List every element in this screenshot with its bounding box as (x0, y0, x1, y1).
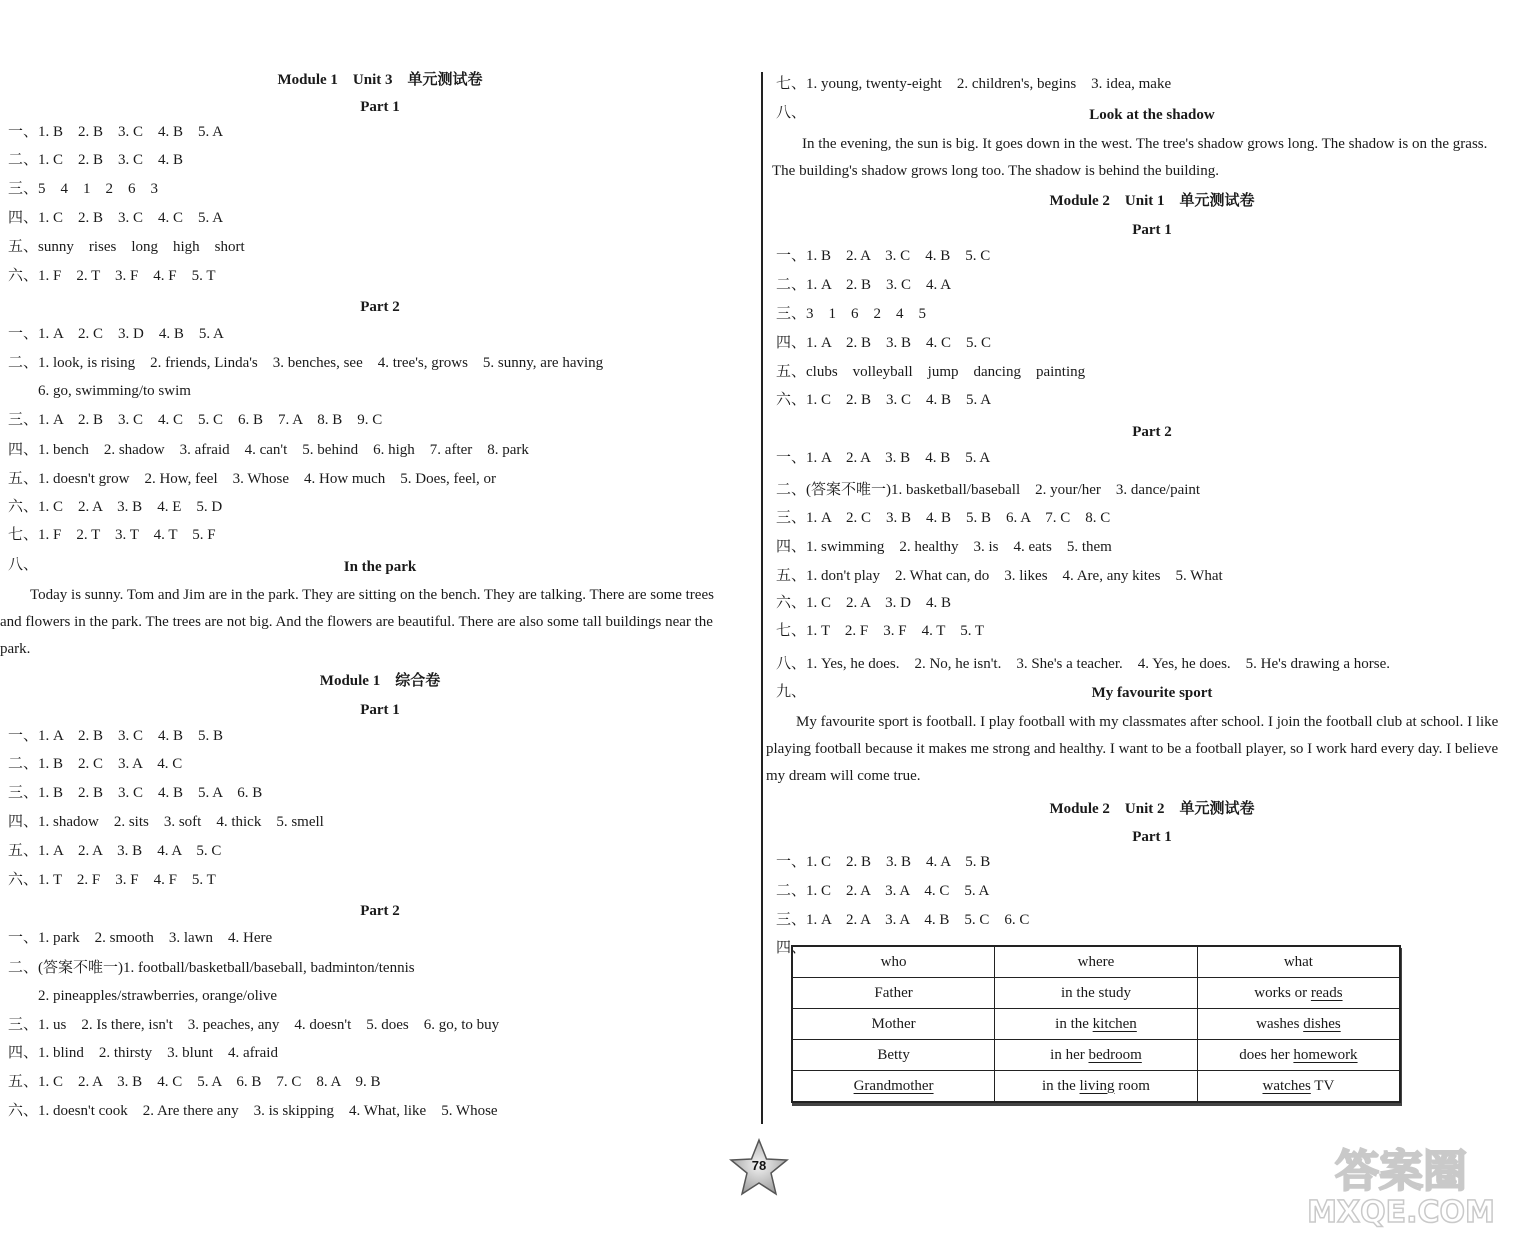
answer-line: 六、1. C 2. B 3. C 4. B 5. A (776, 392, 992, 408)
cell-answer: watches (1262, 1077, 1311, 1094)
answer-line: 六、1. C 2. A 3. B 4. E 5. D (8, 499, 223, 515)
cell-who: Father (792, 978, 995, 1009)
section-title: Module 1 Unit 3 单元测试卷 (277, 72, 483, 88)
part-heading: Part 1 (360, 99, 400, 115)
part-heading: Part 2 (360, 903, 400, 919)
cell-answer: reads (1310, 984, 1343, 1001)
page-number: 78 (751, 1158, 767, 1173)
cell-text: washes (1256, 1015, 1304, 1032)
answer-line: 四、1. shadow 2. sits 3. soft 4. thick 5. smell (8, 814, 324, 830)
cell-answer: dishes (1303, 1015, 1341, 1032)
answer-line: 2. pineapples/strawberries, orange/olive (8, 988, 278, 1004)
answer-line: 三、5 4 1 2 6 3 (8, 181, 159, 197)
answer-table (791, 945, 1401, 1103)
answer-line: 六、1. T 2. F 3. F 4. F 5. T (8, 872, 216, 888)
cell-text: room (1114, 1077, 1150, 1094)
cell-text: in the (1055, 1015, 1093, 1032)
answer-line: 四、1. bench 2. shadow 3. afraid 4. can't 5. behind 6. high 7. after 8. park (8, 442, 529, 458)
table-row (792, 1040, 1400, 1071)
table-row (792, 1071, 1400, 1103)
essay-paragraph: In the evening, the sun is big. It goes down in the west. The tree's shadow grows long. The shadow is on the grass. The building's shadow grows long too. The shadow is behind the building. (772, 136, 1488, 179)
cell-text: TV (1310, 1077, 1335, 1094)
table-label: 四、 (776, 940, 807, 956)
answer-line: 一、1. C 2. B 3. B 4. A 5. B (776, 854, 991, 870)
answer-line: 五、sunny rises long high short (8, 239, 245, 255)
section-title: Module 2 Unit 1 单元测试卷 (1049, 193, 1255, 209)
answer-line: 二、1. A 2. B 3. C 4. A (776, 277, 952, 293)
cell-what (1197, 1040, 1400, 1071)
part-heading: Part 2 (360, 299, 400, 315)
essay-title: My favourite sport (1091, 685, 1213, 701)
section-title: Module 1 综合卷 (319, 673, 441, 689)
cell-where (995, 978, 1198, 1009)
cell-text: does her (1239, 1046, 1294, 1063)
cell-what (1197, 1009, 1400, 1040)
part-heading: Part 1 (1132, 829, 1172, 845)
cell-text: works or (1254, 984, 1311, 1001)
cell-where (995, 1009, 1198, 1040)
answer-line: 一、1. B 2. B 3. C 4. B 5. A (8, 124, 224, 140)
answer-line: 二、1. C 2. A 3. A 4. C 5. A (776, 883, 990, 899)
answer-line: 五、1. A 2. A 3. B 4. A 5. C (8, 843, 222, 859)
part-heading: Part 1 (1132, 222, 1172, 238)
answer-line: 三、3 1 6 2 4 5 (776, 306, 927, 322)
section-title: Module 2 Unit 2 单元测试卷 (1049, 801, 1255, 817)
answer-line: 九、 (776, 684, 807, 700)
essay-title: Look at the shadow (1089, 107, 1215, 123)
table-header-row (792, 946, 1400, 978)
answer-line: 二、1. look, is rising 2. friends, Linda's 3. benches, see 4. tree's, grows 5. sunny, are having (8, 355, 604, 371)
answer-line: 一、1. B 2. A 3. C 4. B 5. C (776, 248, 991, 264)
answer-line: 二、1. C 2. B 3. C 4. B (8, 152, 184, 168)
answer-line: 三、1. A 2. B 3. C 4. C 5. C 6. B 7. A 8. B 9. C (8, 412, 383, 428)
answer-line: 三、1. us 2. Is there, isn't 3. peaches, any 4. doesn't 5. does 6. go, to buy (8, 1017, 500, 1033)
answer-line: 一、1. A 2. B 3. C 4. B 5. B (8, 728, 224, 744)
answer-line: 四、1. blind 2. thirsty 3. blunt 4. afraid (8, 1045, 278, 1061)
column-divider (761, 72, 763, 1124)
cell-what (1197, 978, 1400, 1009)
answer-line: 三、1. B 2. B 3. C 4. B 5. A 6. B (8, 785, 263, 801)
answer-line: 七、1. young, twenty-eight 2. children's, begins 3. idea, make (776, 76, 1172, 92)
essay-title: In the park (343, 559, 417, 575)
answer-line: 二、1. B 2. C 3. A 4. C (8, 756, 183, 772)
essay-paragraph: Today is sunny. Tom and Jim are in the park. They are sitting on the bench. They are talking. There are some trees and flowers in the park. The trees are not big. And the flowers are beautiful. There are also some tall buildings near the park. (0, 587, 714, 657)
svg-text:MXQE.COM: MXQE.COM (1307, 1195, 1495, 1228)
cell-who (792, 1071, 995, 1103)
answer-line: 七、1. T 2. F 3. F 4. T 5. T (776, 623, 985, 639)
cell-answer: living (1079, 1077, 1115, 1094)
answer-line: 六、1. F 2. T 3. F 4. F 5. T (8, 268, 216, 284)
answer-line: 六、1. C 2. A 3. D 4. B (776, 595, 952, 611)
answer-line: 七、1. F 2. T 3. T 4. T 5. F (8, 527, 216, 543)
table-header-what: what (1197, 946, 1400, 978)
answer-line: 一、1. A 2. C 3. D 4. B 5. A (8, 326, 224, 342)
answer-line: 五、1. C 2. A 3. B 4. C 5. A 6. B 7. C 8. A 9. B (8, 1074, 381, 1090)
answer-line: 五、1. don't play 2. What can, do 3. likes 4. Are, any kites 5. What (776, 568, 1223, 584)
cell-answer: homework (1293, 1046, 1358, 1063)
answer-line: 六、1. doesn't cook 2. Are there any 3. is skipping 4. What, like 5. Whose (8, 1103, 498, 1119)
answer-line: 八、1. Yes, he does. 2. No, he isn't. 3. She's a teacher. 4. Yes, he does. 5. He's drawing a horse. (776, 656, 1391, 672)
answer-line: 四、1. swimming 2. healthy 3. is 4. eats 5. them (776, 539, 1112, 555)
svg-text:答案圈: 答案圈 (1335, 1146, 1467, 1197)
table-row (792, 978, 1400, 1009)
answer-line: 二、(答案不唯一)1. basketball/baseball 2. your/her 3. dance/paint (776, 482, 1201, 498)
cell-what (1197, 1071, 1400, 1103)
part-heading: Part 1 (360, 702, 400, 718)
answer-line: 三、1. A 2. C 3. B 4. B 5. B 6. A 7. C 8. C (776, 510, 1111, 526)
watermark-logo (1276, 1138, 1526, 1228)
page-number-badge (728, 1138, 790, 1198)
cell-where (995, 1071, 1198, 1103)
table-header-who: who (792, 946, 995, 978)
cell-where (995, 1040, 1198, 1071)
answer-line: 二、(答案不唯一)1. football/basketball/baseball, badminton/tennis (8, 960, 415, 976)
table-header-where: where (995, 946, 1198, 978)
cell-answer: kitchen (1092, 1015, 1137, 1032)
answer-line: 四、1. C 2. B 3. C 4. C 5. A (8, 210, 224, 226)
answer-line: 五、1. doesn't grow 2. How, feel 3. Whose 4. How much 5. Does, feel, or (8, 471, 497, 487)
table-row (792, 1009, 1400, 1040)
cell-text: in her (1050, 1046, 1089, 1063)
answer-line: 一、1. A 2. A 3. B 4. B 5. A (776, 450, 991, 466)
essay-paragraph: My favourite sport is football. I play football with my classmates after school. I join the football club at school. I like playing football because it makes me strong and healthy. I want to be a football player, so I work hard every day. I believe my dream will come true. (766, 714, 1499, 784)
cell-text: in the study (1060, 984, 1131, 1001)
answer-line: 五、clubs volleyball jump dancing painting (776, 364, 1086, 380)
cell-text: in the (1042, 1077, 1080, 1094)
cell-answer: bedroom (1088, 1046, 1142, 1063)
answer-line: 三、1. A 2. A 3. A 4. B 5. C 6. C (776, 912, 1030, 928)
cell-answer: Grandmother (853, 1077, 934, 1094)
answer-line: 6. go, swimming/to swim (8, 383, 191, 399)
answer-line: 一、1. park 2. smooth 3. lawn 4. Here (8, 930, 273, 946)
part-heading: Part 2 (1132, 424, 1172, 440)
answer-line: 四、1. A 2. B 3. B 4. C 5. C (776, 335, 992, 351)
cell-who: Mother (792, 1009, 995, 1040)
cell-who: Betty (792, 1040, 995, 1071)
answer-line: 八、 (8, 557, 39, 573)
answer-line: 八、 (776, 105, 807, 121)
